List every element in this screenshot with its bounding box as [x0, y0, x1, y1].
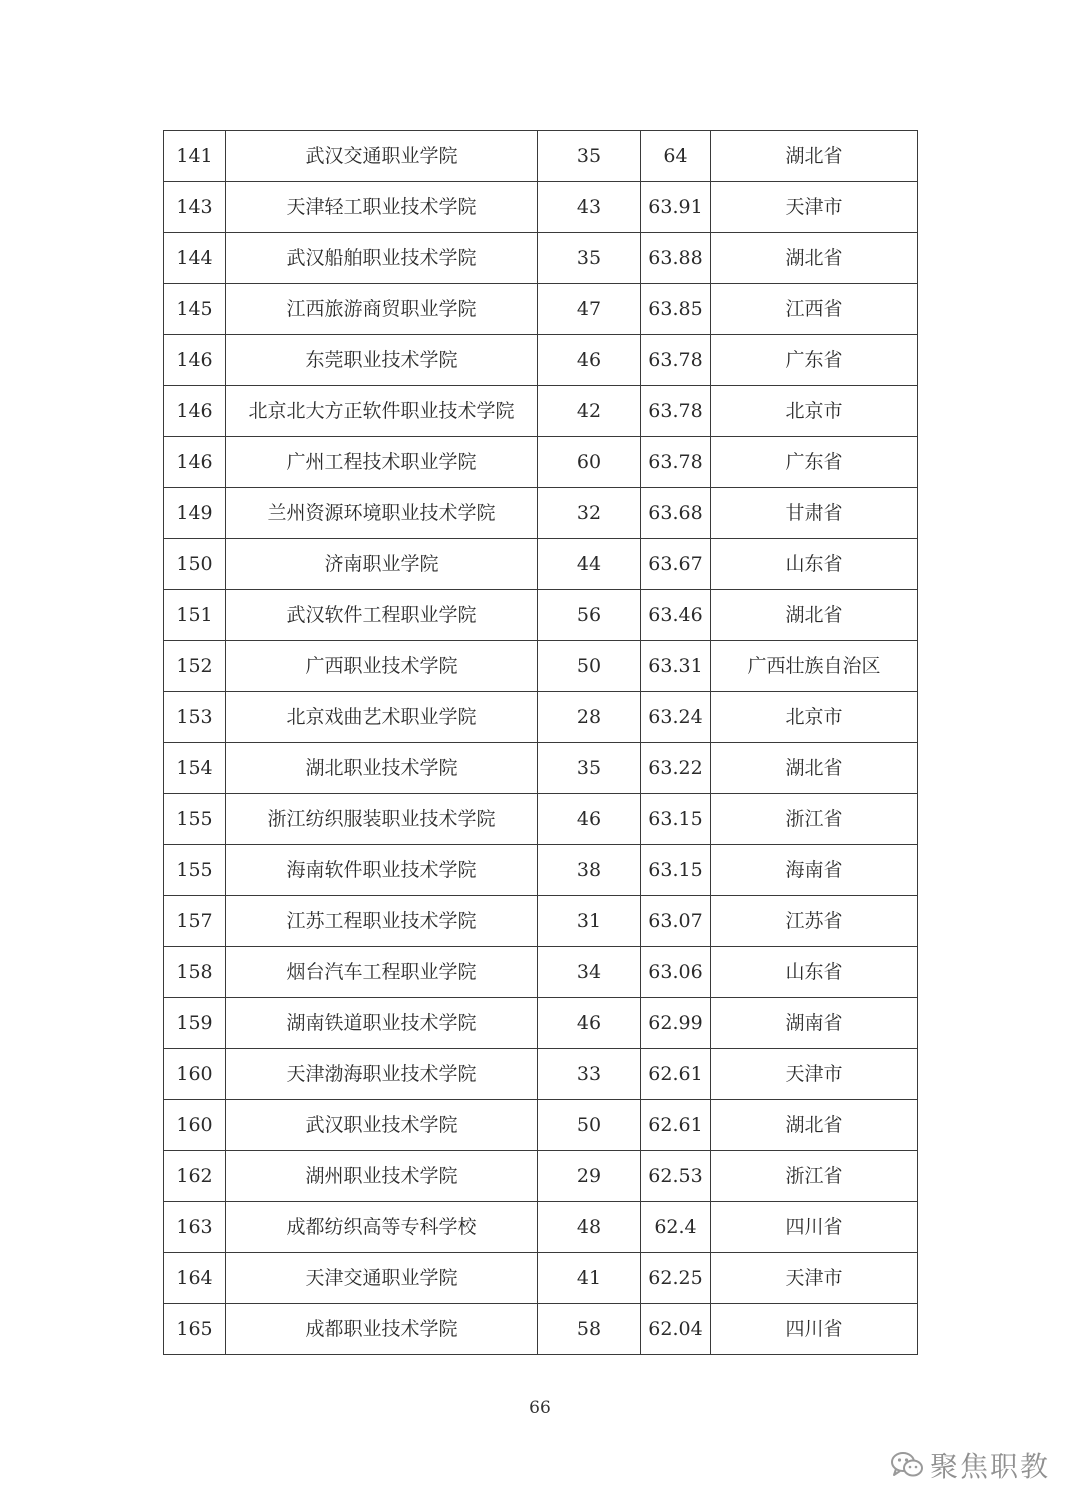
- school-name-cell: 浙江纺织服装职业技术学院: [226, 794, 538, 845]
- table-row: [164, 1049, 918, 1100]
- count-cell: 32: [538, 488, 641, 539]
- table-row: [164, 845, 918, 896]
- school-name-cell: 武汉船舶职业技术学院: [226, 233, 538, 284]
- school-name-cell: 东莞职业技术学院: [226, 335, 538, 386]
- school-name-cell: 武汉交通职业学院: [226, 131, 538, 182]
- school-name-cell: 济南职业学院: [226, 539, 538, 590]
- count-cell: 42: [538, 386, 641, 437]
- score-cell: 63.24: [641, 692, 711, 743]
- count-cell: 35: [538, 743, 641, 794]
- table-row: [164, 641, 918, 692]
- province-cell: 北京市: [711, 386, 918, 437]
- table-row: [164, 1253, 918, 1304]
- province-cell: 山东省: [711, 947, 918, 998]
- rank-cell: 151: [164, 590, 226, 641]
- province-cell: 广东省: [711, 335, 918, 386]
- count-cell: 56: [538, 590, 641, 641]
- score-cell: 63.68: [641, 488, 711, 539]
- school-name-cell: 烟台汽车工程职业学院: [226, 947, 538, 998]
- watermark-text: 聚焦职教: [929, 1450, 1050, 1483]
- score-cell: 62.04: [641, 1304, 711, 1355]
- province-cell: 湖南省: [711, 998, 918, 1049]
- province-cell: 广东省: [711, 437, 918, 488]
- count-cell: 31: [538, 896, 641, 947]
- count-cell: 33: [538, 1049, 641, 1100]
- score-cell: 63.15: [641, 794, 711, 845]
- province-cell: 湖北省: [711, 1100, 918, 1151]
- score-cell: 63.15: [641, 845, 711, 896]
- table-row: [164, 1151, 918, 1202]
- table-row: [164, 386, 918, 437]
- province-cell: 浙江省: [711, 794, 918, 845]
- school-name-cell: 成都纺织高等专科学校: [226, 1202, 538, 1253]
- table-row: [164, 998, 918, 1049]
- score-cell: 63.78: [641, 437, 711, 488]
- province-cell: 湖北省: [711, 131, 918, 182]
- province-cell: 天津市: [711, 1049, 918, 1100]
- rank-cell: 162: [164, 1151, 226, 1202]
- rank-cell: 145: [164, 284, 226, 335]
- count-cell: 35: [538, 233, 641, 284]
- score-cell: 63.78: [641, 335, 711, 386]
- school-name-cell: 武汉职业技术学院: [226, 1100, 538, 1151]
- province-cell: 四川省: [711, 1202, 918, 1253]
- score-cell: 62.25: [641, 1253, 711, 1304]
- school-name-cell: 天津渤海职业技术学院: [226, 1049, 538, 1100]
- school-name-cell: 武汉软件工程职业学院: [226, 590, 538, 641]
- rank-cell: 146: [164, 335, 226, 386]
- school-name-cell: 北京北大方正软件职业技术学院: [226, 386, 538, 437]
- rank-cell: 160: [164, 1049, 226, 1100]
- score-cell: 63.06: [641, 947, 711, 998]
- table-row: [164, 182, 918, 233]
- province-cell: 天津市: [711, 182, 918, 233]
- province-cell: 湖北省: [711, 590, 918, 641]
- score-cell: 62.61: [641, 1049, 711, 1100]
- province-cell: 天津市: [711, 1253, 918, 1304]
- school-name-cell: 湖南铁道职业技术学院: [226, 998, 538, 1049]
- table-row: [164, 1100, 918, 1151]
- count-cell: 48: [538, 1202, 641, 1253]
- count-cell: 28: [538, 692, 641, 743]
- score-cell: 63.67: [641, 539, 711, 590]
- province-cell: 海南省: [711, 845, 918, 896]
- table-row: [164, 488, 918, 539]
- rank-cell: 152: [164, 641, 226, 692]
- count-cell: 38: [538, 845, 641, 896]
- province-cell: 广西壮族自治区: [711, 641, 918, 692]
- province-cell: 江苏省: [711, 896, 918, 947]
- table-row: [164, 590, 918, 641]
- score-cell: 63.78: [641, 386, 711, 437]
- table-row: [164, 335, 918, 386]
- ranking-table: [163, 130, 918, 1355]
- count-cell: 50: [538, 641, 641, 692]
- school-name-cell: 湖北职业技术学院: [226, 743, 538, 794]
- rank-cell: 157: [164, 896, 226, 947]
- count-cell: 46: [538, 794, 641, 845]
- count-cell: 47: [538, 284, 641, 335]
- rank-cell: 144: [164, 233, 226, 284]
- score-cell: 62.53: [641, 1151, 711, 1202]
- rank-cell: 143: [164, 182, 226, 233]
- province-cell: 江西省: [711, 284, 918, 335]
- school-name-cell: 湖州职业技术学院: [226, 1151, 538, 1202]
- count-cell: 29: [538, 1151, 641, 1202]
- table-row: [164, 131, 918, 182]
- table-row: [164, 743, 918, 794]
- province-cell: 湖北省: [711, 743, 918, 794]
- school-name-cell: 北京戏曲艺术职业学院: [226, 692, 538, 743]
- count-cell: 46: [538, 335, 641, 386]
- wechat-icon: [890, 1450, 924, 1480]
- score-cell: 63.88: [641, 233, 711, 284]
- school-name-cell: 成都职业技术学院: [226, 1304, 538, 1355]
- rank-cell: 153: [164, 692, 226, 743]
- count-cell: 43: [538, 182, 641, 233]
- watermark: [890, 1445, 1050, 1485]
- count-cell: 58: [538, 1304, 641, 1355]
- count-cell: 50: [538, 1100, 641, 1151]
- table-row: [164, 947, 918, 998]
- rank-cell: 165: [164, 1304, 226, 1355]
- rank-cell: 164: [164, 1253, 226, 1304]
- table-row: [164, 1304, 918, 1355]
- rank-cell: 163: [164, 1202, 226, 1253]
- score-cell: 62.61: [641, 1100, 711, 1151]
- score-cell: 63.85: [641, 284, 711, 335]
- school-name-cell: 江苏工程职业技术学院: [226, 896, 538, 947]
- count-cell: 35: [538, 131, 641, 182]
- count-cell: 60: [538, 437, 641, 488]
- count-cell: 44: [538, 539, 641, 590]
- rank-cell: 154: [164, 743, 226, 794]
- table-row: [164, 1202, 918, 1253]
- school-name-cell: 广州工程技术职业学院: [226, 437, 538, 488]
- count-cell: 34: [538, 947, 641, 998]
- rank-cell: 159: [164, 998, 226, 1049]
- province-cell: 湖北省: [711, 233, 918, 284]
- score-cell: 62.99: [641, 998, 711, 1049]
- score-cell: 63.31: [641, 641, 711, 692]
- score-cell: 63.07: [641, 896, 711, 947]
- rank-cell: 146: [164, 386, 226, 437]
- score-cell: 64: [641, 131, 711, 182]
- score-cell: 63.22: [641, 743, 711, 794]
- school-name-cell: 兰州资源环境职业技术学院: [226, 488, 538, 539]
- rank-cell: 141: [164, 131, 226, 182]
- score-cell: 63.46: [641, 590, 711, 641]
- province-cell: 北京市: [711, 692, 918, 743]
- table-row: [164, 284, 918, 335]
- rank-cell: 155: [164, 845, 226, 896]
- province-cell: 甘肃省: [711, 488, 918, 539]
- count-cell: 41: [538, 1253, 641, 1304]
- school-name-cell: 江西旅游商贸职业学院: [226, 284, 538, 335]
- rank-cell: 146: [164, 437, 226, 488]
- province-cell: 浙江省: [711, 1151, 918, 1202]
- rank-cell: 158: [164, 947, 226, 998]
- table-row: [164, 233, 918, 284]
- school-name-cell: 天津轻工职业技术学院: [226, 182, 538, 233]
- rank-cell: 150: [164, 539, 226, 590]
- rank-cell: 155: [164, 794, 226, 845]
- page-number: 66: [529, 1398, 551, 1418]
- rank-cell: 149: [164, 488, 226, 539]
- school-name-cell: 天津交通职业学院: [226, 1253, 538, 1304]
- table-row: [164, 692, 918, 743]
- ranking-table-body: [164, 131, 918, 1355]
- school-name-cell: 海南软件职业技术学院: [226, 845, 538, 896]
- rank-cell: 160: [164, 1100, 226, 1151]
- province-cell: 山东省: [711, 539, 918, 590]
- table-row: [164, 794, 918, 845]
- school-name-cell: 广西职业技术学院: [226, 641, 538, 692]
- province-cell: 四川省: [711, 1304, 918, 1355]
- table-row: [164, 896, 918, 947]
- table-row: [164, 539, 918, 590]
- score-cell: 62.4: [641, 1202, 711, 1253]
- score-cell: 63.91: [641, 182, 711, 233]
- count-cell: 46: [538, 998, 641, 1049]
- table-row: [164, 437, 918, 488]
